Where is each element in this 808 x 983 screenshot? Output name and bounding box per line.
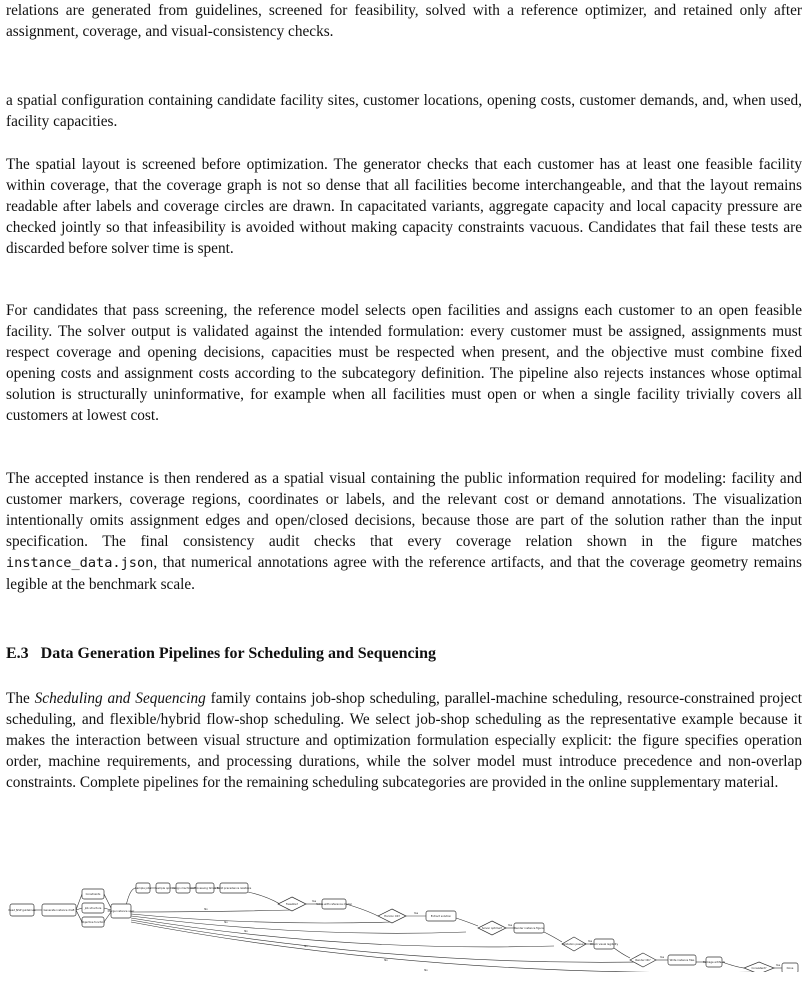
edge-label-yes: Yes	[507, 924, 513, 927]
edge-label-no: No	[224, 921, 228, 924]
node-label-assign-machines: Assign machines	[172, 887, 194, 890]
paragraph-text: family contains job-shop scheduling, parallel-machine scheduling, resource-constrained project scheduling, and flexible/hybrid flow-shop scheduling. We select job-shop scheduling as the representative example because it makes the interaction between visual structure and optimization formulation especially explicit: the figure specifies operation order, machine requirements, and processing durations, while the solver model must introduce precedence and non-overlap constraints. Complete pipelines for the remaining scheduling subcategories are provided in the online supplementary material.	[6, 690, 803, 791]
node-label-merge: Merge instance spec	[107, 910, 135, 913]
diamond-label-6: Consistent?	[751, 967, 767, 970]
node-label-constraints: Constraints	[85, 893, 101, 896]
paragraph-continuation: relations are generated from guidelines, screened for feasibility, solved with a reference optimizer, and retained only after assignment, coverage, and visual-consistency checks.	[6, 2, 802, 40]
edge-label-no: No	[304, 945, 308, 948]
node-label-sample-jobs: Sample jobs	[135, 887, 151, 890]
node-label-processing-times: Processing times	[194, 887, 216, 890]
flowchart-svg	[6, 882, 802, 972]
edge-label-no: No	[204, 908, 208, 911]
node-label-extract: Extract solution	[430, 915, 452, 918]
node-label-guidelines: Read JSSP guidelines	[8, 909, 36, 912]
diamond-label-4: Validation passed?	[561, 943, 587, 946]
paragraph-solver-validation: For candidates that pass screening, the reference model selects open facilities and assigns each customer to an open feasible facility. The solver output is validated against the intended formulation: every customer must be assigned, assignments must respect coverage and opening decisions, capacities must be respected when present, and the objective must combine fixed opening costs and assignment costs according to the subcategory definition. The pipeline also rejects instances whose optimal solution is structurally uninformative, for example when all facilities must open or when a single facility trivially covers all customers at lowest cost.	[6, 302, 802, 424]
node-label-solve: Solve with reference model	[316, 903, 352, 906]
node-label-render: Render instance figure	[514, 927, 544, 930]
emphasis-family-name: Scheduling and Sequencing	[34, 690, 206, 707]
flowchart-labels	[8, 886, 793, 972]
paragraph-text: The accepted instance is then rendered as a spatial visual containing the public information required for modeling: facility and customer markers, coverage regions, coordinates or labels, and the relevant cost or demand annotations. The visualization intentionally omits assignment edges and open/closed decisions, because those are part of the solution rather than the input specification. The final consistency audit checks that every coverage relation shown in the figure matches	[6, 470, 802, 550]
inline-code-filename: instance_data.json	[6, 555, 154, 571]
diamond-label-1: Feasible?	[286, 903, 298, 906]
paragraph-spatial-configuration: a spatial configuration containing candidate facility sites, customer locations, opening costs, customer demands, and, when used, facility capacities.	[6, 92, 802, 130]
edge-label-no: No	[244, 930, 248, 933]
node-label-objective: Objective function	[81, 921, 105, 924]
diamond-label-5: Render OK?	[635, 959, 651, 962]
paragraph-rendering-audit	[6, 468, 802, 595]
paragraph-layout-screening: The spatial layout is screened before optimization. The generator checks that each customer has at least one feasible facility within coverage, that the coverage graph is not so dense that all facilities become interchangeable, and that the layout remains readable after labels and coverage circles are drawn. In capacitated variants, aggregate capacity and local capacity pressure are checked jointly so that infeasibility is avoided without making capacity constraints vacuous. Candidates that fail these tests are discarded before solver time is spent.	[6, 156, 802, 257]
node-label-package: Package artifacts	[702, 961, 726, 964]
node-label-sample-ops: Sample ops	[155, 887, 171, 890]
node-label-generate-draft: Generate instance draft	[43, 909, 75, 912]
node-label-job-structure: Job structure	[84, 907, 102, 910]
diamond-label-2: Horizon OK?	[384, 915, 400, 918]
node-label-legibility: Check visual legibility	[589, 943, 619, 946]
edge-label-yes: Yes	[587, 940, 593, 943]
node-label-precedence: Build precedence relations	[216, 887, 252, 890]
edge-label-no: No	[424, 969, 428, 972]
paragraph-scheduling-family	[6, 688, 802, 793]
section-heading	[6, 645, 436, 663]
edge-label-yes: Yes	[775, 964, 781, 967]
node-label-write-files: Write instance files	[669, 959, 695, 962]
pipeline-flowchart	[6, 882, 802, 972]
section-title: Data Generation Pipelines for Scheduling and Sequencing	[40, 645, 436, 662]
edge-label-yes: Yes	[413, 912, 419, 915]
section-number: E.3	[6, 645, 29, 662]
edge-label-yes: Yes	[311, 900, 317, 903]
paragraph-text: , that numerical annotations agree with the reference artifacts, and that the coverage geometry remains legible at the benchmark scale.	[6, 554, 802, 593]
paragraph-text: The	[6, 690, 35, 707]
node-label-done: Done	[786, 967, 794, 970]
diamond-label-3: Solver optimal?	[481, 927, 503, 930]
edge-label-yes: Yes	[659, 956, 665, 959]
edge-label-no: No	[384, 959, 388, 962]
